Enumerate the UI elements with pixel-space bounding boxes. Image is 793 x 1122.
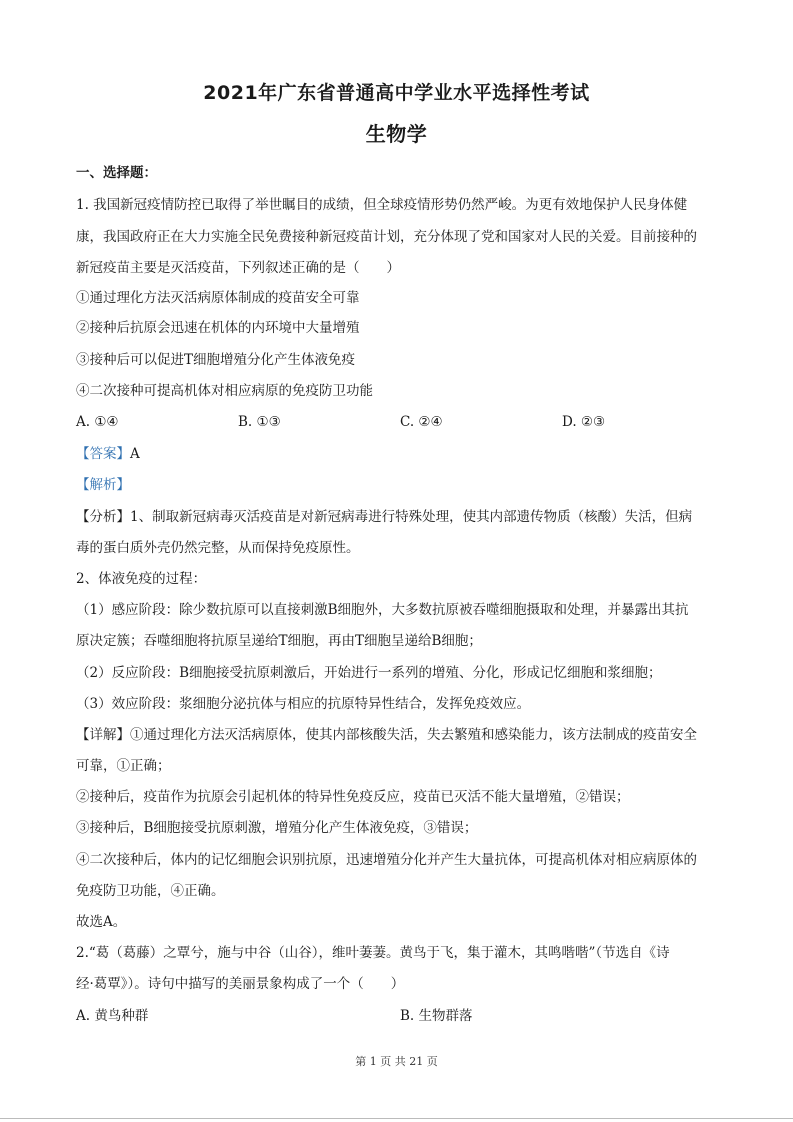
analysis-line: ③接种后，B细胞接受抗原刺激，增殖分化产生体液免疫，③错误； — [76, 820, 478, 836]
analysis-line: 故选A。 — [76, 914, 127, 930]
page-bottom-rule — [0, 1118, 793, 1119]
q2-stem-line: 经·葛覃》）。诗句中描写的美丽景象构成了一个（ ） — [76, 976, 405, 992]
q1-answer — [76, 444, 721, 464]
analysis-line: 毒的蛋白质外壳仍然完整，从而保持免疫原性。 — [76, 540, 360, 556]
analysis-line: （2）反应阶段：B细胞接受抗原刺激后，开始进行一系列的增殖、分化，形成记忆细胞和浆细胞； — [76, 665, 662, 681]
q1-statement: ②接种后抗原会迅速在机体的内环境中大量增殖 — [76, 320, 360, 336]
q1-stem-line: 1. 我国新冠疫情防控已取得了举世瞩目的成绩，但全球疫情形势仍然严峻。为更有效地保护人民身体健 — [76, 197, 688, 213]
q1-option-b: B. ①③ — [238, 414, 281, 430]
analysis-line: 可靠，①正确； — [76, 758, 171, 774]
q1-option-c: C. ②④ — [400, 414, 443, 430]
q1-statement: ①通过理化方法灭活病原体制成的疫苗安全可靠 — [76, 290, 360, 306]
q2-option-b: B. 生物群落 — [400, 1008, 473, 1024]
q1-option-d: D. ②③ — [562, 414, 606, 430]
answer-value: A — [130, 446, 140, 462]
analysis-line: ②接种后，疫苗作为抗原会引起机体的特异性免疫反应，疫苗已灭活不能大量增殖，②错误； — [76, 789, 630, 805]
analysis-line: 【详解】①通过理化方法灭活病原体，使其内部核酸失活，失去繁殖和感染能力，该方法制成的疫苗安全 — [76, 727, 697, 743]
q1-statement: ④二次接种可提高机体对相应病原的免疫防卫功能 — [76, 383, 373, 399]
analysis-line: 免疫防卫功能，④正确。 — [76, 883, 225, 899]
exam-title: 2021年广东省普通高中学业水平选择性考试 — [203, 82, 590, 104]
page-footer: 第 1 页 共 21 页 — [355, 1055, 438, 1068]
exam-subject: 生物学 — [365, 122, 428, 146]
q2-option-a: A. 黄鸟种群 — [76, 1008, 149, 1024]
analysis-line: （3）效应阶段：浆细胞分泌抗体与相应的抗原特异性结合，发挥免疫效应。 — [76, 696, 531, 712]
q1-option-a: A. ①④ — [76, 414, 119, 430]
analysis-tag: 【解析】 — [76, 477, 130, 493]
analysis-line: （1）感应阶段：除少数抗原可以直接刺激B细胞外，大多数抗原被吞噬细胞摄取和处理，并暴露出其抗 — [76, 602, 689, 618]
q2-stem-line: 2.“葛（葛藤）之覃兮，施与中谷（山谷），维叶萋萋。黄鸟于飞，集于灌木，其鸣喈喈”（节选自《诗 — [76, 945, 670, 961]
analysis-line: 【分析】1、制取新冠病毒灭活疫苗是对新冠病毒进行特殊处理，使其内部遗传物质（核酸）失活，但病 — [76, 509, 693, 525]
section-heading: 一、选择题： — [76, 165, 157, 181]
q1-statement: ③接种后可以促进T细胞增殖分化产生体液免疫 — [76, 352, 356, 368]
analysis-line: 原决定簇；吞噬细胞将抗原呈递给T细胞，再由T细胞呈递给B细胞； — [76, 633, 482, 649]
q1-stem-line: 康，我国政府正在大力实施全民免费接种新冠疫苗计划，充分体现了党和国家对人民的关爱。目前接种的 — [76, 229, 697, 245]
analysis-line: ④二次接种后，体内的记忆细胞会识别抗原，迅速增殖分化并产生大量抗体，可提高机体对相应病原体的 — [76, 852, 697, 868]
analysis-line: 2、体液免疫的过程： — [76, 571, 207, 587]
q1-stem-line: 新冠疫苗主要是灭活疫苗，下列叙述正确的是（ ） — [76, 260, 400, 276]
answer-tag: 【答案】 — [76, 446, 130, 462]
